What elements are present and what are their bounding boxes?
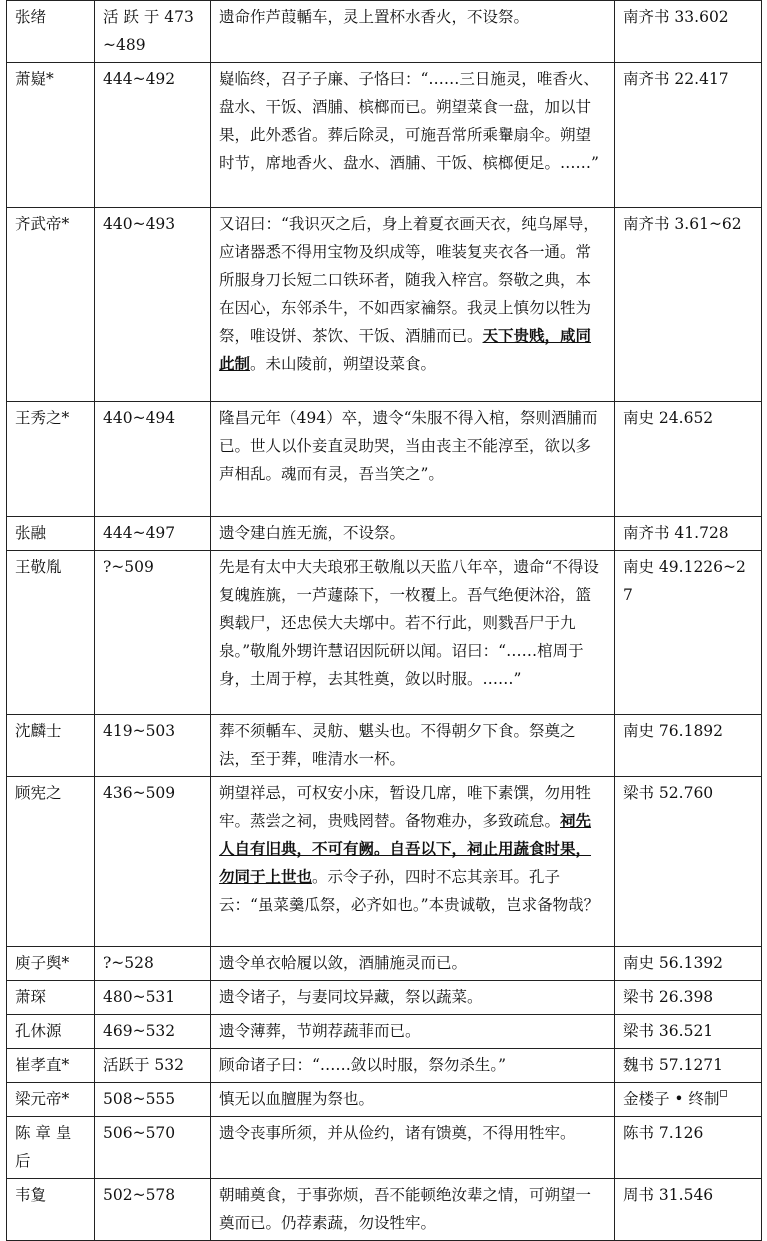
- table-row: [7, 947, 762, 981]
- source-text: 魏书 57.1271: [623, 1056, 724, 1074]
- testament-text: [211, 981, 615, 1015]
- source-text: 南齐书 3.61~62: [623, 215, 742, 233]
- person-name: 顾宪之: [7, 777, 95, 947]
- source-citation: [615, 208, 762, 402]
- text-segment: 嶷临终，召子子廉、子恪曰：“……三日施灵，唯香火、盘水、干饭、酒脯、槟榔而已。朔望菜食一盘，加以甘果，此外悉省。葬后除灵，可施吾常所乘轝扇伞。朔望时节，席地香火、盘水、酒脯、干饭、槟榔便足。……”: [219, 70, 599, 172]
- person-name: 萧嶷*: [7, 63, 95, 208]
- text-segment: 。未山陵前，朔望设菜食。: [250, 355, 437, 373]
- table-row: [7, 517, 762, 551]
- testament-text: [211, 208, 615, 402]
- source-citation: [615, 63, 762, 208]
- testament-text: [211, 517, 615, 551]
- source-text: 南齐书 22.417: [623, 70, 729, 88]
- testament-text: [211, 947, 615, 981]
- testament-text: [211, 1179, 615, 1241]
- lifespan: ?~528: [95, 947, 211, 981]
- source-text: 南史 56.1392: [623, 954, 724, 972]
- source-text: 金楼子 • 终制: [623, 1090, 720, 1108]
- table-row: [7, 1117, 762, 1179]
- lifespan: 469~532: [95, 1015, 211, 1049]
- source-text: 南史 24.652: [623, 409, 714, 427]
- text-segment: 遗令诸子，与妻同坟异藏，祭以蔬菜。: [219, 988, 483, 1006]
- table-row: [7, 208, 762, 402]
- person-name: 王敬胤: [7, 551, 95, 715]
- text-segment: 遗令薄葬，节朔荐蔬菲而已。: [219, 1022, 421, 1040]
- table-row: [7, 551, 762, 715]
- source-text: 南史 76.1892: [623, 722, 724, 740]
- table-row: [7, 402, 762, 517]
- source-text: 周书 31.546: [623, 1186, 714, 1204]
- source-citation: [615, 1, 762, 63]
- person-name: 王秀之*: [7, 402, 95, 517]
- source-citation: [615, 947, 762, 981]
- table-row: [7, 1, 762, 63]
- source-text: 梁书 36.521: [623, 1022, 714, 1040]
- text-segment: 又诏曰：“我识灭之后，身上着夏衣画天衣，纯乌犀导，应诸器悉不得用宝物及织成等，唯装复夹衣各一通。常所服身刀长短二口铁环者，随我入梓宫。祭敬之典，本在因心，东邻杀牛，不如西家禴祭。我灵上慎勿以牲为祭，唯设饼、茶饮、干饭、酒脯而已。: [219, 215, 599, 345]
- source-citation: [615, 1117, 762, 1179]
- testament-text: [211, 715, 615, 777]
- source-text: 南齐书 33.602: [623, 8, 729, 26]
- testament-text: [211, 551, 615, 715]
- person-name: 张绪: [7, 1, 95, 63]
- source-citation: [615, 777, 762, 947]
- text-segment: 隆昌元年（494）卒，遗令“朱服不得入棺，祭则酒脯而已。世人以仆妾直灵助哭，当由丧主不能淳至，欲以多声相乱。魂而有灵，吾当笑之”。: [219, 409, 598, 483]
- lifespan: 436~509: [95, 777, 211, 947]
- table-row: [7, 1015, 762, 1049]
- person-name: 沈麟士: [7, 715, 95, 777]
- person-name: 梁元帝*: [7, 1083, 95, 1117]
- lifespan: 440~494: [95, 402, 211, 517]
- lifespan: 活跃于 532: [95, 1049, 211, 1083]
- table-row: [7, 63, 762, 208]
- source-text: 梁书 52.760: [623, 784, 714, 802]
- text-segment: 遗令丧事所须，并从俭约，诸有馈奠，不得用牲牢。: [219, 1124, 576, 1142]
- table-row: [7, 1049, 762, 1083]
- emphasized-text: 天下贵贱，咸同此制: [219, 326, 592, 373]
- table-row: [7, 777, 762, 947]
- lifespan: ?~509: [95, 551, 211, 715]
- person-name: 齐武帝*: [7, 208, 95, 402]
- testament-text: [211, 402, 615, 517]
- funeral-records-table: [6, 0, 762, 1241]
- lifespan: 444~492: [95, 63, 211, 208]
- table-row: [7, 715, 762, 777]
- table-row: [7, 1179, 762, 1241]
- text-segment: 慎无以血膻腥为祭也。: [219, 1090, 375, 1108]
- person-name: 崔孝直*: [7, 1049, 95, 1083]
- person-name: 庾子舆*: [7, 947, 95, 981]
- source-text: 陈书 7.126: [623, 1124, 704, 1142]
- person-name: 韦夐: [7, 1179, 95, 1241]
- lifespan: 508~555: [95, 1083, 211, 1117]
- lifespan: 506~570: [95, 1117, 211, 1179]
- source-citation: [615, 551, 762, 715]
- lifespan: 444~497: [95, 517, 211, 551]
- text-segment: 朝晡奠食，于事弥烦，吾不能顿绝汝辈之情，可朔望一奠而已。仍荐素蔬，勿设牲牢。: [219, 1186, 592, 1232]
- source-citation: [615, 1049, 762, 1083]
- testament-text: [211, 1015, 615, 1049]
- text-segment: 遗令单衣帢履以敛，酒脯施灵而已。: [219, 954, 468, 972]
- source-text: 梁书 26.398: [623, 988, 714, 1006]
- source-citation: [615, 1083, 762, 1117]
- text-segment: 葬不须輴车、灵舫、魌头也。不得朝夕下食。祭奠之法，至于葬，唯清水一杯。: [219, 722, 576, 768]
- source-citation: [615, 1179, 762, 1241]
- text-segment: 遗命作芦葭輴车，灵上置杯水香火，不设祭。: [219, 8, 530, 26]
- lifespan: 419~503: [95, 715, 211, 777]
- person-name: 萧琛: [7, 981, 95, 1015]
- text-segment: 。示令子孙，四时不忘其亲耳。孔子云：“虽菜羹瓜祭，必齐如也。”本贵诚敬，岂求备物哉？: [219, 868, 600, 914]
- testament-text: [211, 1, 615, 63]
- testament-text: [211, 1083, 615, 1117]
- person-name: 陈 章 皇 后: [7, 1117, 95, 1179]
- missing-glyph-box-icon: [720, 1090, 727, 1097]
- lifespan: 活 跃 于 473~489: [95, 1, 211, 63]
- source-citation: [615, 517, 762, 551]
- testament-text: [211, 63, 615, 208]
- text-segment: 遗令建白旌无旒，不设祭。: [219, 524, 406, 542]
- table-body: [7, 1, 762, 1241]
- testament-text: [211, 1117, 615, 1179]
- text-segment: 朔望祥忌，可权安小床，暂设几席，唯下素馔，勿用牲牢。蒸尝之祠，贵贱罔替。备物难办，多致疏怠。: [219, 784, 592, 830]
- table-row: [7, 981, 762, 1015]
- person-name: 张融: [7, 517, 95, 551]
- emphasized-text: 祠先人自有旧典，不可有阙。自吾以下，祠止用蔬食时果，勿同于上世也: [219, 811, 592, 886]
- testament-text: [211, 1049, 615, 1083]
- source-text: 南齐书 41.728: [623, 524, 729, 542]
- source-citation: [615, 1015, 762, 1049]
- source-text: 南史 49.1226~27: [623, 558, 746, 604]
- source-citation: [615, 715, 762, 777]
- lifespan: 480~531: [95, 981, 211, 1015]
- source-citation: [615, 981, 762, 1015]
- table-row: [7, 1083, 762, 1117]
- source-citation: [615, 402, 762, 517]
- text-segment: 顾命诸子曰：“……敛以时服，祭勿杀生。”: [219, 1056, 507, 1074]
- person-name: 孔休源: [7, 1015, 95, 1049]
- text-segment: 先是有太中大夫琅邪王敬胤以天监八年卒，遗命“不得设复魄旌旐，一芦蘧蒢下，一枚覆上。吾气绝便沐浴，篮舆载尸，还忠侯大夫墎中。若不行此，则戮吾尸于九泉。”敬胤外甥许慧诏因阮研以闻。诏曰：“……棺周于身，土周于椁，去其牲奠，敛以时服。……”: [219, 558, 599, 688]
- testament-text: [211, 777, 615, 947]
- lifespan: 502~578: [95, 1179, 211, 1241]
- lifespan: 440~493: [95, 208, 211, 402]
